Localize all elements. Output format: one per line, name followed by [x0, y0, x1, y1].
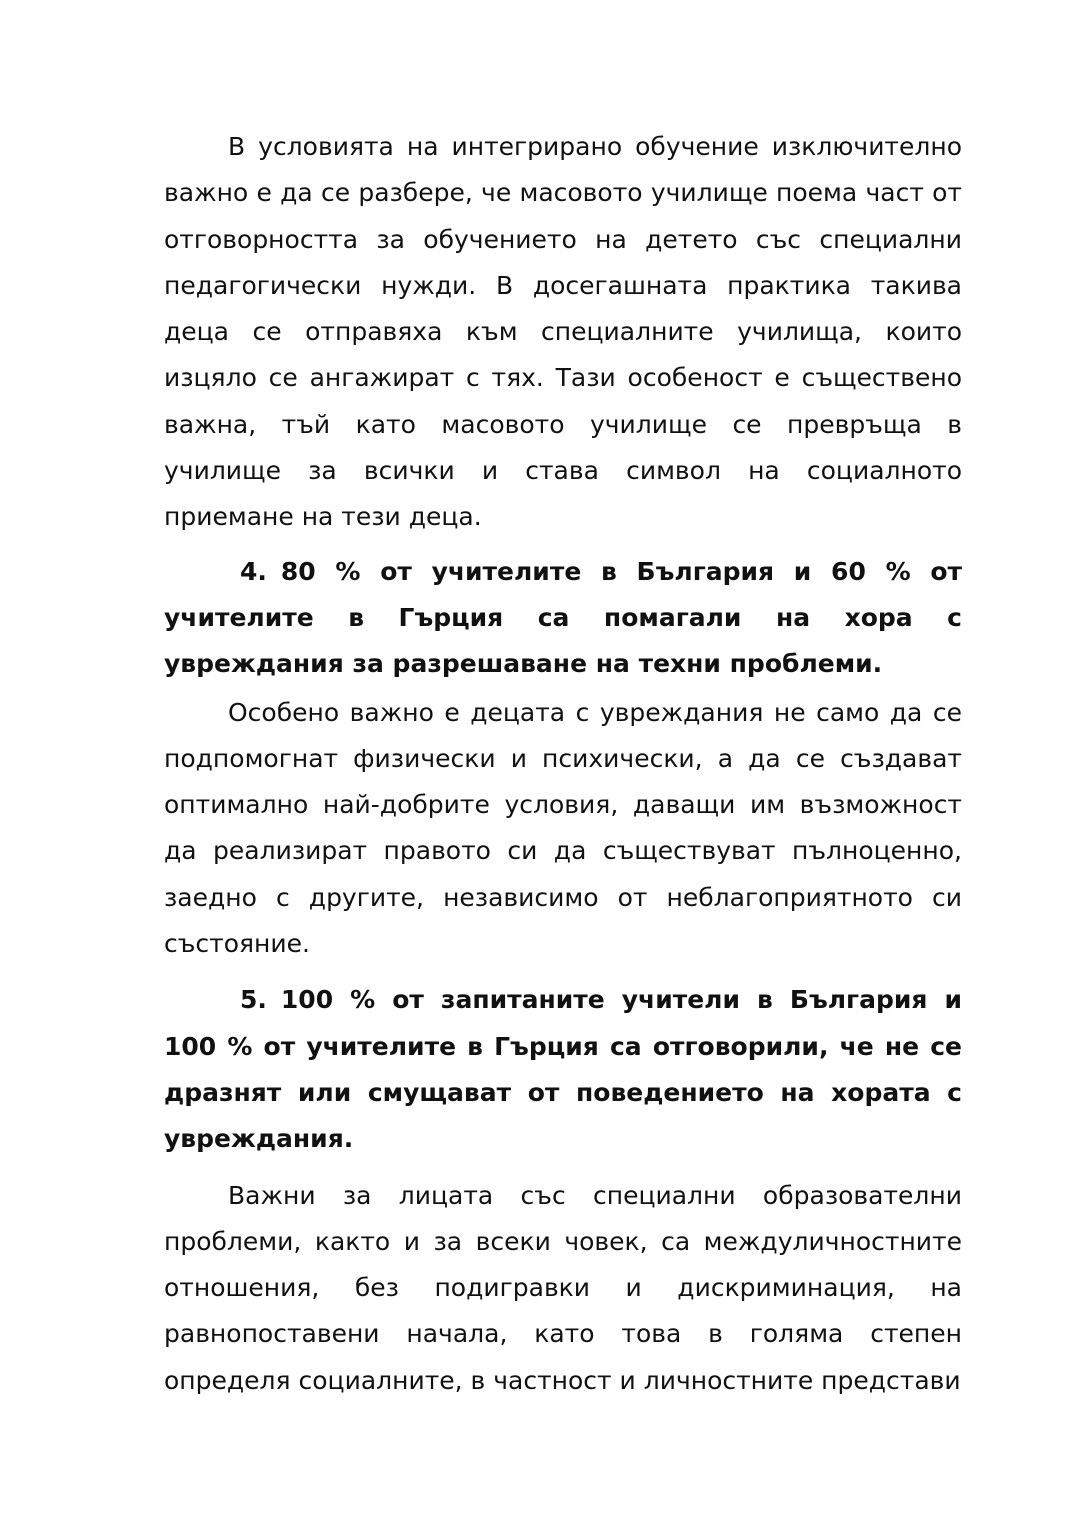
- paragraph-support-conditions: Особено важно е децата с увреждания не само да се подпомогнат физически и психически, а да се създават оптимално най-добрите условия, даващи им възможност да реализират правото си да съществуват пълноценно, заедно с другите, независимо от неблагоприятното си състояние.: [164, 697, 962, 959]
- finding-heading-4: [164, 549, 962, 688]
- finding-number-4: 4.: [240, 556, 267, 586]
- finding-heading-5: [164, 977, 962, 1162]
- paragraph-interpersonal-relations: Важни за лицата със специални образователни проблеми, както и за всеки човек, са междуличностните отношения, без подигравки и дискриминация, на равнопоставени начала, като това в голяма степен определя социалните, в частност и личностните представи: [164, 1180, 962, 1395]
- paragraph-integrated-education: В условията на интегрирано обучение изключително важно е да се разбере, че масовото училище поема част от отговорността за обучението на детето със специални педагогически нужди. В досегашната практика такива деца се отправяха към специалните училища, които изцяло се ангажират с тях. Тази особеност е съществено важна, тъй като масовото училище се превръща в училище за всички и става символ на социалното приемане на тези деца.: [164, 132, 962, 532]
- finding-text-5: 100 % от запитаните учители в България и 100 % от учителите в Гърция са отговорили, че не се дразнят или смущават от поведението на хората с увреждания.: [164, 985, 962, 1154]
- finding-text-4: 80 % от учителите в България и 60 % от учителите в Гърция са помагали на хора с увреждания за разрешаване на техни проблеми.: [164, 556, 962, 679]
- document-body: [164, 124, 962, 1404]
- finding-number-5: 5.: [240, 985, 267, 1015]
